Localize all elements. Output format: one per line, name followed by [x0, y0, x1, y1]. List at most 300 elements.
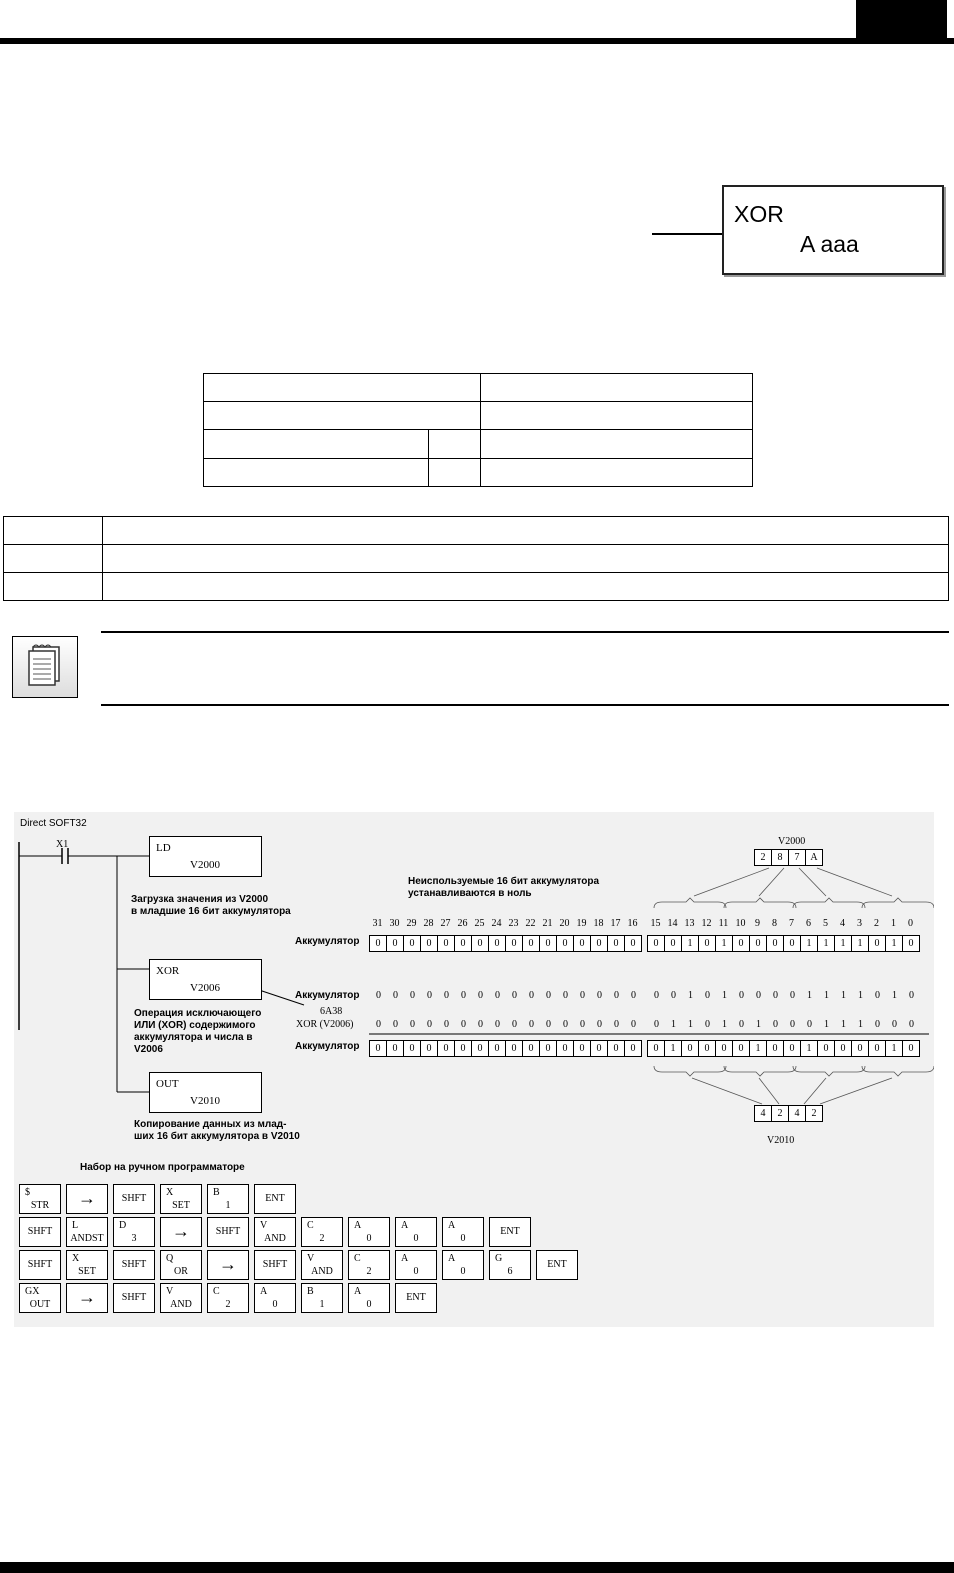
key-sub-label: 1 — [319, 1299, 325, 1310]
key-top-label: A — [401, 1220, 409, 1231]
xor-caption-2: ИЛИ (XOR) содержимого — [134, 1020, 256, 1031]
key-top-label: G — [495, 1253, 503, 1264]
bit-cell: 0 — [902, 1040, 920, 1057]
bit-value: 0 — [790, 990, 795, 1001]
bit-cell: 1 — [817, 935, 835, 952]
bit-cell: 0 — [624, 1040, 642, 1057]
keypad-key — [113, 1283, 155, 1313]
keypad-key — [19, 1283, 61, 1313]
keypad-key — [301, 1250, 343, 1280]
bit-cell: 0 — [505, 935, 523, 952]
keypad-key — [19, 1184, 61, 1214]
ld-op: LD — [156, 842, 171, 854]
bit-value: 0 — [427, 1019, 432, 1030]
key-top-label: D — [119, 1220, 127, 1231]
bit-number: 31 — [372, 918, 383, 929]
keypad-key — [301, 1217, 343, 1247]
note-bottom-rule — [101, 704, 949, 706]
bit-value: 1 — [892, 990, 897, 1001]
keypad-key — [207, 1217, 249, 1247]
bit-number: 0 — [908, 918, 913, 929]
keypad-key — [207, 1283, 249, 1313]
bit-value: 0 — [909, 1019, 914, 1030]
key-sub-label: AND — [311, 1266, 333, 1277]
bit-value: 0 — [461, 1019, 466, 1030]
bit-value: 0 — [580, 1019, 585, 1030]
bit-value: 1 — [688, 1019, 693, 1030]
key-sub-label: 0 — [413, 1233, 419, 1244]
bit-number: 22 — [525, 918, 536, 929]
bit-cell: 0 — [505, 1040, 523, 1057]
bit-value: 0 — [875, 1019, 880, 1030]
key-top-label: V — [307, 1253, 315, 1264]
bit-cell: 0 — [766, 1040, 784, 1057]
bit-number: 10 — [735, 918, 746, 929]
key-label: ENT — [406, 1292, 426, 1303]
key-label: SHFT — [27, 1226, 53, 1237]
keypad-key — [254, 1250, 296, 1280]
bit-cell: 0 — [403, 935, 421, 952]
key-label: SHFT — [121, 1259, 147, 1270]
bit-value: 0 — [909, 990, 914, 1001]
bit-value: 0 — [631, 1019, 636, 1030]
keypad-key — [348, 1217, 390, 1247]
bit-number: 16 — [627, 918, 638, 929]
header-block — [856, 0, 947, 38]
bit-value: 0 — [631, 990, 636, 1001]
bit-value: 0 — [892, 1019, 897, 1030]
bit-cell: 0 — [783, 1040, 801, 1057]
bit-value: 0 — [546, 990, 551, 1001]
bit-cell: 0 — [607, 935, 625, 952]
bit-cell: 1 — [885, 1040, 903, 1057]
keypad-key — [113, 1250, 155, 1280]
key-sub-label: 0 — [272, 1299, 278, 1310]
source-digit: 7 — [788, 849, 806, 866]
bit-value: 1 — [722, 990, 727, 1001]
unused-note-1: Неиспользуемые 16 бит аккумулятора — [408, 876, 600, 887]
key-label: SHFT — [121, 1292, 147, 1303]
bit-value: 0 — [427, 990, 432, 1001]
keypad-key — [348, 1283, 390, 1313]
source-label: V2000 — [778, 836, 806, 847]
keypad-title: Набор на ручном программаторе — [80, 1162, 245, 1173]
key-top-label: A — [448, 1220, 456, 1231]
bit-value: 0 — [546, 1019, 551, 1030]
bit-cell: 0 — [698, 935, 716, 952]
xor-symbol-box — [722, 185, 944, 275]
key-top-label: L — [72, 1220, 79, 1231]
acc-label-1: Аккумулятор — [295, 936, 360, 947]
bit-cell: 0 — [766, 935, 784, 952]
key-sub-label: OR — [174, 1266, 188, 1277]
key-sub-label: AND — [264, 1233, 286, 1244]
xor-caption-3: аккумулятора и числа в — [134, 1032, 253, 1043]
bit-value: 1 — [841, 990, 846, 1001]
acc-label-3: Аккумулятор — [295, 1041, 360, 1052]
bit-number: 3 — [857, 918, 862, 929]
bit-value: 0 — [563, 1019, 568, 1030]
bit-value: 0 — [393, 1019, 398, 1030]
key-top-label: V — [260, 1220, 268, 1231]
keypad-key — [536, 1250, 578, 1280]
key-sub-label: AND — [170, 1299, 192, 1310]
key-label: SHFT — [121, 1193, 147, 1204]
bit-value: 0 — [563, 990, 568, 1001]
keypad-key — [66, 1184, 108, 1214]
bit-value: 0 — [705, 1019, 710, 1030]
bit-cell: 0 — [488, 935, 506, 952]
source-digit: A — [805, 849, 823, 866]
acc-label-2: Аккумулятор — [295, 990, 360, 1001]
bit-number: 14 — [667, 918, 678, 929]
keypad-key — [489, 1250, 531, 1280]
keypad-key — [348, 1250, 390, 1280]
key-top-label: C — [354, 1253, 361, 1264]
bit-cell: 0 — [624, 935, 642, 952]
dest-digit: 4 — [788, 1105, 806, 1122]
keypad-key — [254, 1217, 296, 1247]
bit-value: 1 — [756, 1019, 761, 1030]
bit-value: 0 — [410, 1019, 415, 1030]
key-top-label: V — [166, 1286, 174, 1297]
bit-cell: 0 — [868, 935, 886, 952]
footer-rule — [0, 1562, 954, 1573]
bit-value: 1 — [858, 990, 863, 1001]
bit-cell: 0 — [607, 1040, 625, 1057]
bit-number: 9 — [755, 918, 760, 929]
bit-value: 1 — [858, 1019, 863, 1030]
bit-number: 6 — [806, 918, 811, 929]
bit-cell: 0 — [817, 1040, 835, 1057]
keypad-key — [442, 1217, 484, 1247]
key-sub-label: 0 — [413, 1266, 419, 1277]
xor-label: XOR (V2006) — [296, 1019, 354, 1030]
bit-value: 1 — [807, 990, 812, 1001]
key-sub-label: SET — [78, 1266, 96, 1277]
keypad-key — [66, 1250, 108, 1280]
keypad-key — [395, 1217, 437, 1247]
bit-value: 0 — [654, 1019, 659, 1030]
bit-value: 1 — [671, 1019, 676, 1030]
bit-cell: 1 — [800, 935, 818, 952]
bit-value: 0 — [580, 990, 585, 1001]
bit-cell: 0 — [556, 1040, 574, 1057]
keypad-key — [301, 1283, 343, 1313]
key-top-label: B — [213, 1187, 220, 1198]
key-label: → — [219, 1254, 237, 1274]
bit-number: 2 — [874, 918, 879, 929]
bit-cell: 0 — [556, 935, 574, 952]
bit-cell: 0 — [715, 1040, 733, 1057]
example-figure — [14, 812, 934, 1327]
bit-cell: 0 — [471, 935, 489, 952]
bit-value: 0 — [807, 1019, 812, 1030]
bit-number: 15 — [650, 918, 661, 929]
key-label: SHFT — [262, 1259, 288, 1270]
keypad-sequence — [19, 1184, 619, 1316]
bit-cell: 0 — [522, 935, 540, 952]
xor-symbol-title: XOR — [734, 201, 784, 227]
bit-number: 26 — [457, 918, 468, 929]
bit-cell: 0 — [851, 1040, 869, 1057]
key-label: → — [78, 1188, 96, 1208]
bit-number: 18 — [593, 918, 604, 929]
bit-cell: 0 — [386, 935, 404, 952]
key-top-label: $ — [25, 1187, 30, 1198]
bit-number: 12 — [701, 918, 712, 929]
key-sub-label: 0 — [366, 1299, 372, 1310]
keypad-key — [207, 1184, 249, 1214]
key-sub-label: SET — [172, 1200, 190, 1211]
key-top-label: C — [213, 1286, 220, 1297]
keypad-key — [160, 1217, 202, 1247]
key-top-label: A — [401, 1253, 409, 1264]
key-sub-label: 0 — [460, 1233, 466, 1244]
key-label: → — [172, 1221, 190, 1241]
bit-cell: 0 — [573, 1040, 591, 1057]
bit-value: 0 — [614, 1019, 619, 1030]
source-digit: 8 — [771, 849, 789, 866]
bit-number: 5 — [823, 918, 828, 929]
key-label: → — [78, 1287, 96, 1307]
ld-caption-2: в младшие 16 бит аккумулятора — [131, 906, 291, 917]
bit-number: 11 — [718, 918, 729, 929]
bit-cell: 0 — [647, 1040, 665, 1057]
bit-cell: 0 — [732, 935, 750, 952]
bit-value: 1 — [722, 1019, 727, 1030]
bit-number: 23 — [508, 918, 519, 929]
key-sub-label: 2 — [366, 1266, 372, 1277]
keypad-key — [442, 1250, 484, 1280]
bit-number: 27 — [440, 918, 451, 929]
bit-value: 0 — [773, 1019, 778, 1030]
bit-cell: 0 — [522, 1040, 540, 1057]
key-sub-label: ANDST — [70, 1233, 104, 1244]
bit-cell: 1 — [749, 1040, 767, 1057]
keypad-key — [160, 1184, 202, 1214]
key-label: ENT — [547, 1259, 567, 1270]
xor-addr: V2006 — [190, 982, 220, 994]
key-sub-label: 0 — [366, 1233, 372, 1244]
bit-number: 19 — [576, 918, 587, 929]
key-top-label: GX — [25, 1286, 40, 1297]
key-sub-label: 1 — [225, 1200, 231, 1211]
ld-addr: V2000 — [190, 859, 220, 871]
bit-value: 1 — [824, 990, 829, 1001]
bit-value: 0 — [376, 1019, 381, 1030]
bit-value: 0 — [597, 990, 602, 1001]
bit-value: 0 — [739, 990, 744, 1001]
bit-value: 0 — [529, 990, 534, 1001]
keypad-key — [254, 1283, 296, 1313]
bit-cell: 0 — [902, 935, 920, 952]
bit-cell: 0 — [732, 1040, 750, 1057]
bit-value: 0 — [393, 990, 398, 1001]
bit-number: 21 — [542, 918, 553, 929]
unused-note-2: устанавливаются в ноль — [408, 888, 532, 899]
keypad-key — [113, 1217, 155, 1247]
key-label: SHFT — [27, 1259, 53, 1270]
key-top-label: X — [72, 1253, 80, 1264]
bit-value: 0 — [739, 1019, 744, 1030]
keypad-key — [19, 1250, 61, 1280]
bit-cell: 0 — [573, 935, 591, 952]
keypad-key — [113, 1184, 155, 1214]
symbol-power-line — [652, 233, 724, 235]
bit-value: 0 — [671, 990, 676, 1001]
bit-number: 20 — [559, 918, 570, 929]
bit-number: 13 — [684, 918, 695, 929]
bit-number: 8 — [772, 918, 777, 929]
keypad-key — [66, 1217, 108, 1247]
bit-number: 1 — [891, 918, 896, 929]
keypad-key — [19, 1217, 61, 1247]
bit-value: 1 — [824, 1019, 829, 1030]
bit-cell: 0 — [437, 1040, 455, 1057]
bit-value: 0 — [512, 1019, 517, 1030]
header-rule — [0, 38, 954, 44]
key-top-label: C — [307, 1220, 314, 1231]
key-top-label: A — [354, 1286, 362, 1297]
key-top-label: Q — [166, 1253, 174, 1264]
bit-cell: 0 — [698, 1040, 716, 1057]
bit-cell: 0 — [403, 1040, 421, 1057]
bit-cell: 1 — [664, 1040, 682, 1057]
bit-value: 0 — [495, 990, 500, 1001]
bit-cell: 1 — [800, 1040, 818, 1057]
key-sub-label: 2 — [319, 1233, 325, 1244]
bit-number: 24 — [491, 918, 502, 929]
dest-digit: 2 — [805, 1105, 823, 1122]
bit-number: 17 — [610, 918, 621, 929]
flags-table — [3, 516, 949, 601]
key-sub-label: 3 — [131, 1233, 137, 1244]
bit-value: 0 — [597, 1019, 602, 1030]
bit-cell: 0 — [590, 935, 608, 952]
bit-cell: 1 — [851, 935, 869, 952]
bit-cell: 0 — [834, 1040, 852, 1057]
bit-value: 0 — [790, 1019, 795, 1030]
keypad-key — [254, 1184, 296, 1214]
bit-number: 7 — [789, 918, 794, 929]
bit-cell: 0 — [369, 935, 387, 952]
contact-label: X1 — [56, 839, 69, 850]
key-label: SHFT — [215, 1226, 241, 1237]
bit-value: 0 — [444, 990, 449, 1001]
keypad-key — [66, 1283, 108, 1313]
key-top-label: X — [166, 1187, 174, 1198]
xor-hex: 6A38 — [320, 1006, 343, 1017]
bit-value: 0 — [654, 990, 659, 1001]
dest-digit: 4 — [754, 1105, 772, 1122]
out-caption-1: Копирование данных из млад- — [134, 1119, 287, 1130]
bit-value: 0 — [756, 990, 761, 1001]
bit-cell: 0 — [386, 1040, 404, 1057]
bit-value: 0 — [410, 990, 415, 1001]
xor-symbol-operand: A aaa — [800, 231, 859, 257]
bit-cell: 0 — [868, 1040, 886, 1057]
dest-digit: 2 — [771, 1105, 789, 1122]
bit-number: 25 — [474, 918, 485, 929]
out-addr: V2010 — [190, 1095, 220, 1107]
bit-cell: 0 — [420, 935, 438, 952]
xor-caption-4: V2006 — [134, 1044, 163, 1055]
bit-cell: 0 — [664, 935, 682, 952]
operand-table — [203, 373, 753, 487]
bit-cell: 1 — [681, 935, 699, 952]
bit-value: 0 — [376, 990, 381, 1001]
keypad-key — [395, 1283, 437, 1313]
xor-op: XOR — [156, 965, 180, 977]
key-sub-label: 0 — [460, 1266, 466, 1277]
bit-value: 1 — [841, 1019, 846, 1030]
keypad-key — [489, 1217, 531, 1247]
bit-value: 0 — [461, 990, 466, 1001]
bit-number: 29 — [406, 918, 417, 929]
bit-value: 0 — [875, 990, 880, 1001]
bit-cell: 0 — [437, 935, 455, 952]
key-sub-label: OUT — [29, 1299, 51, 1310]
key-top-label: A — [260, 1286, 268, 1297]
bit-cell: 0 — [369, 1040, 387, 1057]
bit-cell: 0 — [590, 1040, 608, 1057]
key-top-label: A — [448, 1253, 456, 1264]
bit-cell: 0 — [488, 1040, 506, 1057]
bit-value: 0 — [444, 1019, 449, 1030]
bit-cell: 0 — [454, 1040, 472, 1057]
bit-value: 0 — [478, 1019, 483, 1030]
bit-value: 0 — [478, 990, 483, 1001]
bit-cell: 0 — [783, 935, 801, 952]
bit-number: 28 — [423, 918, 434, 929]
keypad-key — [160, 1250, 202, 1280]
key-label: ENT — [500, 1226, 520, 1237]
key-sub-label: 2 — [225, 1299, 231, 1310]
key-label: ENT — [265, 1193, 285, 1204]
xor-caption-1: Операция исключающего — [134, 1008, 262, 1019]
bit-value: 0 — [705, 990, 710, 1001]
bit-cell: 1 — [885, 935, 903, 952]
bit-cell: 1 — [834, 935, 852, 952]
bit-cell: 0 — [471, 1040, 489, 1057]
keypad-key — [207, 1250, 249, 1280]
software-label: Direct SOFT32 — [20, 818, 87, 829]
dest-label: V2010 — [767, 1135, 795, 1146]
note-icon — [12, 636, 78, 698]
bit-value: 0 — [495, 1019, 500, 1030]
bit-value: 1 — [688, 990, 693, 1001]
bit-number: 4 — [840, 918, 845, 929]
note-top-rule — [101, 631, 949, 633]
bit-cell: 0 — [420, 1040, 438, 1057]
key-top-label: A — [354, 1220, 362, 1231]
out-caption-2: ших 16 бит аккумулятора в V2010 — [134, 1131, 300, 1142]
bit-cell: 0 — [539, 935, 557, 952]
dest-digits — [754, 1105, 822, 1122]
key-sub-label: STR — [30, 1200, 50, 1211]
bit-cell: 0 — [454, 935, 472, 952]
bit-value: 0 — [529, 1019, 534, 1030]
bit-value: 0 — [512, 990, 517, 1001]
out-op: OUT — [156, 1078, 179, 1090]
bit-value: 0 — [773, 990, 778, 1001]
bit-cell: 0 — [539, 1040, 557, 1057]
key-sub-label: 6 — [507, 1266, 513, 1277]
bit-cell: 0 — [749, 935, 767, 952]
keypad-key — [160, 1283, 202, 1313]
bit-cell: 1 — [715, 935, 733, 952]
